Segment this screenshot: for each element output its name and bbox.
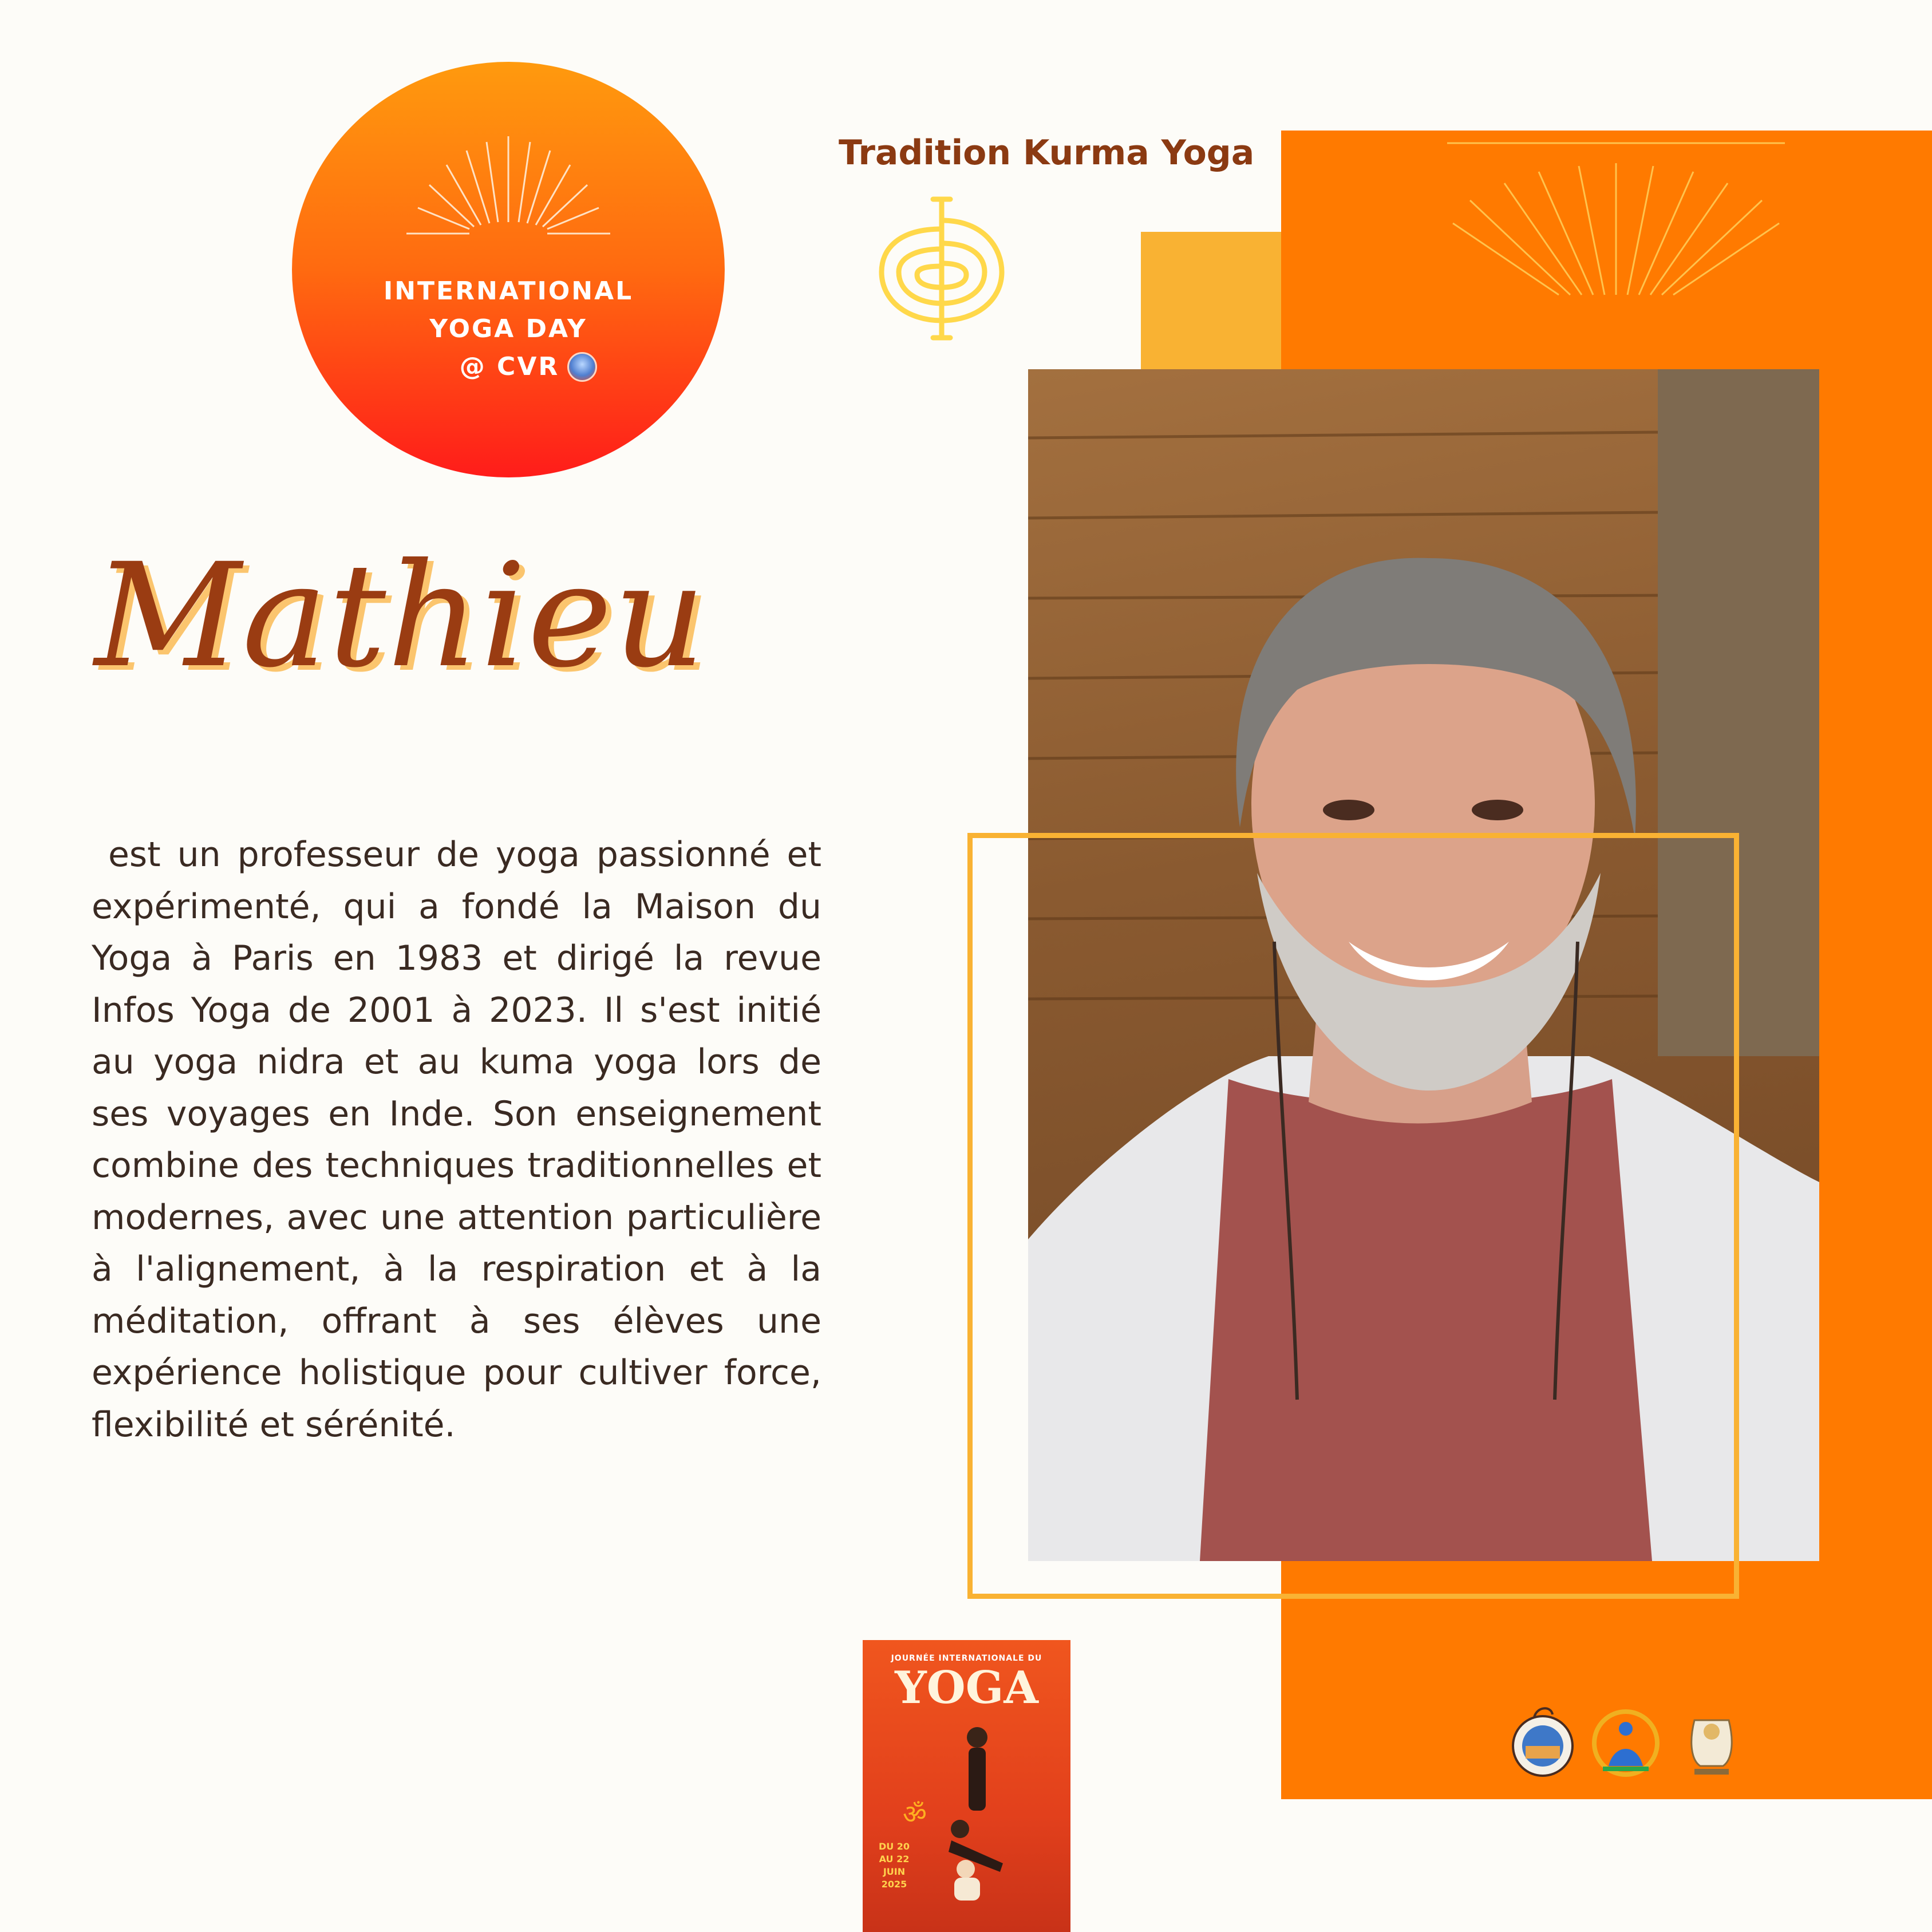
- badge-line-1: INTERNATIONAL: [383, 276, 634, 306]
- yoga-day-logo-icon: [1594, 1712, 1657, 1775]
- badge-text: [292, 272, 725, 386]
- event-badge: [292, 62, 725, 477]
- photo-outline-frame: [967, 833, 1739, 1599]
- kurma-spiral-icon: [870, 195, 1013, 343]
- speaker-name: Mathieu: [94, 532, 707, 699]
- india-emblem-icon: [1692, 1720, 1732, 1775]
- event-poster: [863, 1640, 1070, 1932]
- sunburst-icon: [1441, 129, 1791, 301]
- cvr-emblem-icon: [567, 352, 597, 382]
- badge-line-2: YOGA DAY: [429, 314, 587, 343]
- partner-logos: [1511, 1697, 1746, 1783]
- sunrise-icon: [406, 125, 610, 239]
- svg-text:ॐ: ॐ: [903, 1799, 927, 1830]
- poster-title: YOGA: [895, 1662, 1038, 1714]
- speaker-bio: est un professeur de yoga passionné et expérimenté, qui a fondé la Maison du Yoga à Paris en 1983 et dirigé la revue Infos Yoga de 2001 à 2023. Il s'est initié au yoga nidra et au kuma yoga lors de ses voyages en Inde. Son enseignement combine des techniques traditionnelles et modernes, avec une attention particulière à l'alignement, à la respiration et à la méditation, offrant à ses élèves une expérience holistique pour cultiver force, flexibilité et sérénité.: [92, 835, 833, 1445]
- badge-line-3-wrap: [460, 348, 598, 386]
- poster-top-text: JOURNÉE INTERNATIONALE DU: [891, 1654, 1042, 1663]
- tradition-heading: Tradition Kurma Yoga: [839, 133, 1255, 173]
- badge-line-3: @ CVR: [459, 352, 560, 381]
- poster-figures-illustration: [897, 1720, 1046, 1909]
- poster-dates: DU 20 AU 22 JUIN 2025: [878, 1841, 910, 1890]
- cvr-emblem-icon: [1513, 1708, 1573, 1776]
- yellow-accent-block: [1141, 232, 1281, 369]
